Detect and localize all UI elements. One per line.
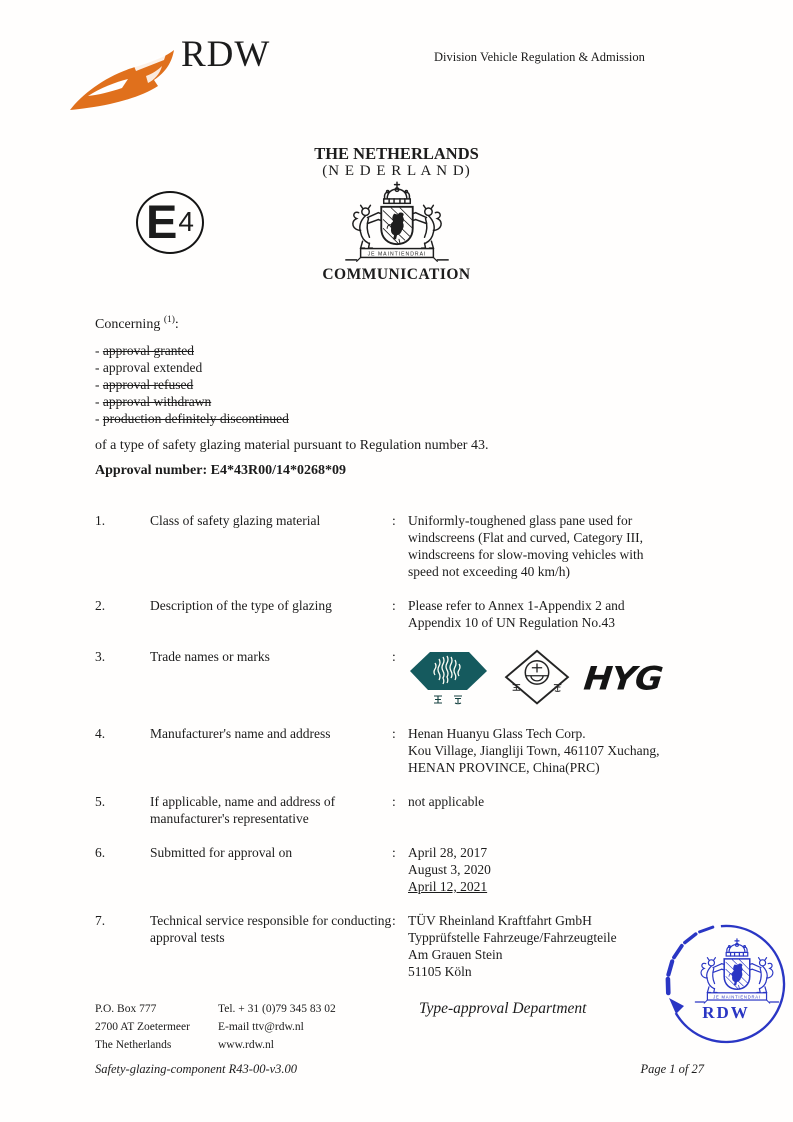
item-colon: : <box>392 513 396 528</box>
option-dash: - <box>95 377 103 392</box>
item-label: Manufacturer's name and address <box>150 726 331 741</box>
item-value-line: windscreens (Flat and curved, Category III, <box>408 530 644 545</box>
item-value-line: HENAN PROVINCE, China(PRC) <box>408 760 600 775</box>
contact-comms <box>218 1000 336 1054</box>
item-row <box>95 597 710 631</box>
document-reference: Safety-glazing-component R43-00-v3.00 <box>95 1062 298 1076</box>
item-row <box>95 844 710 895</box>
item-label: Submitted for approval on <box>150 845 293 860</box>
department-signature: Type-approval Department <box>419 1000 587 1017</box>
item-value-line: 51105 Köln <box>408 964 472 979</box>
item-value <box>408 648 710 708</box>
item-colon: : <box>392 726 396 741</box>
country-title-en: THE NETHERLANDS <box>314 144 479 163</box>
item-colon: : <box>392 598 396 613</box>
huanyu-diamond-logo <box>504 649 570 709</box>
page-footer <box>95 1062 704 1077</box>
item-colon: : <box>392 913 396 928</box>
concerning-subject: of a type of safety glazing material pursuant to Regulation number 43. <box>95 438 489 453</box>
item-number: 3. <box>95 649 106 664</box>
approval-number-line <box>95 463 346 479</box>
item-label: Description of the type of glazing <box>150 598 332 613</box>
item-value-line: not applicable <box>408 794 485 809</box>
option-dash: - <box>95 343 103 358</box>
item-value-line: Appendix 10 of UN Regulation No.43 <box>408 615 615 630</box>
item-value-line: windscreens for slow-moving vehicles with <box>408 547 644 562</box>
option-dash: - <box>95 411 103 426</box>
concerning-option <box>95 359 705 376</box>
item-row <box>95 725 710 776</box>
item-value-line: Please refer to Annex 1-Appendix 2 and <box>408 598 625 613</box>
address-line: The Netherlands <box>95 1039 172 1051</box>
item-label: Trade names or marks <box>150 649 270 664</box>
comms-line: E-mail ttv@rdw.nl <box>218 1021 304 1033</box>
item-value <box>408 512 710 580</box>
item-value-line: Am Grauen Stein <box>408 947 503 962</box>
item-number: 1. <box>95 513 106 528</box>
item-value-line: Henan Huanyu Glass Tech Corp. <box>408 726 586 741</box>
concerning-label: Concerning <box>95 317 161 332</box>
item-number: 5. <box>95 794 106 809</box>
hyg-logo: HYG <box>582 660 664 698</box>
concerning-colon: : <box>174 317 179 332</box>
item-value-line: TÜV Rheinland Kraftfahrt GmbH <box>408 913 592 928</box>
concerning-option <box>95 393 705 410</box>
item-number: 2. <box>95 598 106 613</box>
option-dash: - <box>95 394 103 409</box>
item-value-line: Uniformly-toughened glass pane used for <box>408 513 633 528</box>
footnote-ref: (1) <box>163 315 175 325</box>
option-text: approval refused <box>102 377 194 392</box>
item-value-line: Kou Village, Jiangliji Town, 461107 Xuchang, <box>408 743 660 758</box>
rdw-blue-stamp <box>638 922 793 1047</box>
e4-approval-mark <box>136 191 204 254</box>
huanyu-hexagon-logo <box>408 650 490 708</box>
item-label: If applicable, name and address of manufacturer's representative <box>150 794 336 826</box>
approval-number-value: E4*43R00/14*0268*09 <box>210 463 346 478</box>
item-colon: : <box>392 649 396 664</box>
stamp-wedge <box>669 998 684 1014</box>
item-value-line: April 28, 2017 <box>408 845 488 860</box>
item-value-line: speed not exceeding 40 km/h) <box>408 564 570 579</box>
stamp-rdw-text: RDW <box>702 1003 750 1022</box>
rdw-brand-text: RDW <box>181 34 271 75</box>
address-line: 2700 AT Zoetermeer <box>95 1021 190 1033</box>
concerning-option <box>95 342 705 359</box>
hexagon-hanzi-marks <box>434 696 462 704</box>
comms-line: www.rdw.nl <box>218 1039 275 1051</box>
item-value <box>408 844 710 895</box>
item-value-line: April 12, 2021 <box>408 879 488 894</box>
division-title: Division Vehicle Regulation & Admission <box>434 50 645 64</box>
contact-address <box>95 1000 218 1054</box>
item-row <box>95 648 710 708</box>
item-row <box>95 793 710 827</box>
item-number: 7. <box>95 913 106 928</box>
item-value <box>408 725 710 776</box>
dutch-coat-of-arms <box>338 181 456 266</box>
item-label: Technical service responsible for conducting approval tests <box>150 913 392 945</box>
e-mark-number: 4 <box>178 206 194 237</box>
e-mark-letter: E <box>146 194 178 248</box>
option-dash: - <box>95 360 103 375</box>
item-colon: : <box>392 794 396 809</box>
option-text: approval withdrawn <box>102 394 212 409</box>
address-line: P.O. Box 777 <box>95 1003 157 1015</box>
item-number: 6. <box>95 845 106 860</box>
contact-block <box>95 1000 336 1054</box>
item-number: 4. <box>95 726 106 741</box>
items-list <box>95 512 710 997</box>
stamp-dashes <box>668 927 713 993</box>
item-colon: : <box>392 845 396 860</box>
concerning-lead <box>95 312 705 333</box>
item-label: Class of safety glazing material <box>150 513 321 528</box>
concerning-option <box>95 410 705 427</box>
item-row <box>95 912 710 980</box>
rdw-wing-logo <box>62 42 182 124</box>
option-text: production definitely discontinued <box>102 411 289 426</box>
stamp-coat-of-arms <box>695 939 778 1003</box>
country-title-nl: (N E D E R L A N D) <box>322 163 471 179</box>
concerning-option <box>95 376 705 393</box>
comms-line: Tel. + 31 (0)79 345 83 02 <box>218 1003 336 1015</box>
communication-heading: COMMUNICATION <box>322 266 471 283</box>
concerning-section <box>95 312 705 454</box>
item-value <box>408 793 710 827</box>
option-text: approval extended <box>102 360 203 375</box>
trade-marks-logos <box>408 650 710 708</box>
item-row <box>95 512 710 580</box>
item-value-line: August 3, 2020 <box>408 862 491 877</box>
item-value-line: Typprüfstelle Fahrzeuge/Fahrzeugteile <box>408 930 617 945</box>
concerning-options <box>95 342 705 427</box>
approval-number-label: Approval number: <box>95 463 208 478</box>
page-number: Page 1 of 27 <box>640 1062 704 1076</box>
item-value <box>408 597 710 631</box>
option-text: approval granted <box>102 343 194 358</box>
